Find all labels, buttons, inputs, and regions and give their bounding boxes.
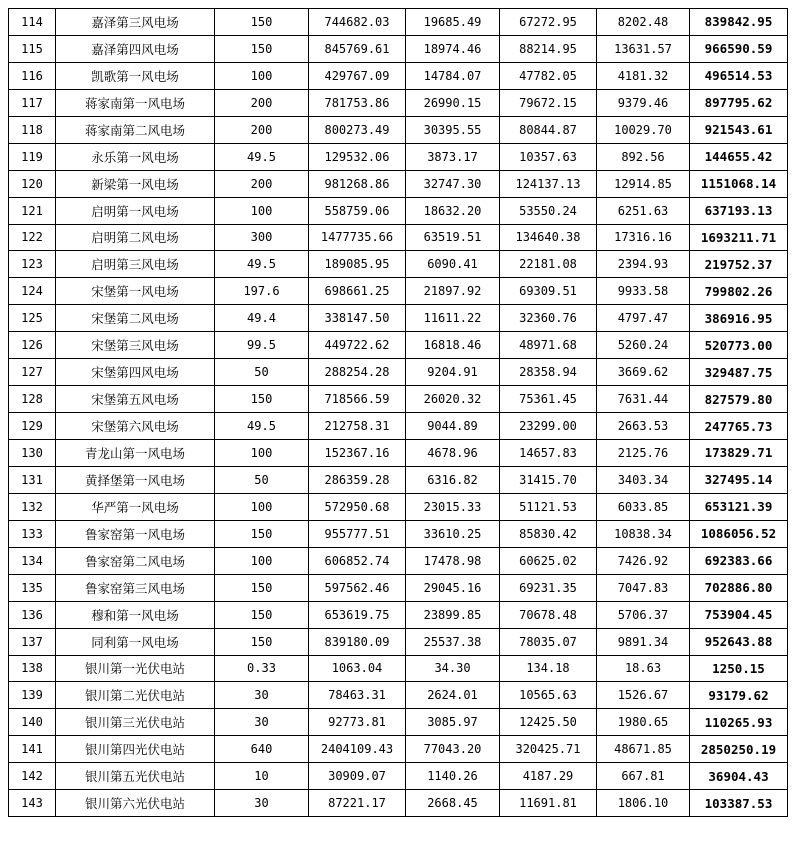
value-col-7: 8202.48 bbox=[597, 9, 690, 36]
station-name: 启明第三风电场 bbox=[56, 251, 215, 278]
row-index: 127 bbox=[9, 359, 56, 386]
total-value: 110265.93 bbox=[690, 709, 788, 736]
value-col-4: 212758.31 bbox=[309, 413, 406, 440]
value-col-7: 892.56 bbox=[597, 143, 690, 170]
total-value: 799802.26 bbox=[690, 278, 788, 305]
capacity: 150 bbox=[215, 601, 309, 628]
value-col-4: 781753.86 bbox=[309, 89, 406, 116]
value-col-4: 87221.17 bbox=[309, 790, 406, 817]
value-col-4: 1063.04 bbox=[309, 655, 406, 682]
value-col-7: 6251.63 bbox=[597, 197, 690, 224]
capacity: 49.5 bbox=[215, 413, 309, 440]
value-col-6: 10357.63 bbox=[500, 143, 597, 170]
value-col-7: 9933.58 bbox=[597, 278, 690, 305]
row-index: 126 bbox=[9, 332, 56, 359]
row-index: 131 bbox=[9, 466, 56, 493]
table-row bbox=[9, 682, 788, 709]
value-col-7: 3669.62 bbox=[597, 359, 690, 386]
value-col-4: 597562.46 bbox=[309, 574, 406, 601]
station-name: 启明第一风电场 bbox=[56, 197, 215, 224]
value-col-6: 22181.08 bbox=[500, 251, 597, 278]
table-row bbox=[9, 170, 788, 197]
value-col-4: 429767.09 bbox=[309, 62, 406, 89]
table-row bbox=[9, 116, 788, 143]
table-row bbox=[9, 89, 788, 116]
row-index: 134 bbox=[9, 547, 56, 574]
table-row bbox=[9, 655, 788, 682]
value-col-5: 2624.01 bbox=[406, 682, 500, 709]
value-col-5: 9044.89 bbox=[406, 413, 500, 440]
value-col-5: 26990.15 bbox=[406, 89, 500, 116]
station-name: 蒋家南第一风电场 bbox=[56, 89, 215, 116]
value-col-5: 11611.22 bbox=[406, 305, 500, 332]
table-row bbox=[9, 143, 788, 170]
value-col-7: 10029.70 bbox=[597, 116, 690, 143]
value-col-6: 11691.81 bbox=[500, 790, 597, 817]
value-col-6: 134640.38 bbox=[500, 224, 597, 251]
value-col-5: 32747.30 bbox=[406, 170, 500, 197]
value-col-7: 7631.44 bbox=[597, 386, 690, 413]
row-index: 130 bbox=[9, 440, 56, 467]
table-row bbox=[9, 332, 788, 359]
value-col-6: 28358.94 bbox=[500, 359, 597, 386]
value-col-4: 338147.50 bbox=[309, 305, 406, 332]
value-col-6: 47782.05 bbox=[500, 62, 597, 89]
capacity: 100 bbox=[215, 197, 309, 224]
station-name: 穆和第一风电场 bbox=[56, 601, 215, 628]
value-col-6: 69231.35 bbox=[500, 574, 597, 601]
value-col-5: 2668.45 bbox=[406, 790, 500, 817]
capacity: 100 bbox=[215, 547, 309, 574]
value-col-5: 23015.33 bbox=[406, 493, 500, 520]
value-col-5: 26020.32 bbox=[406, 386, 500, 413]
value-col-4: 152367.16 bbox=[309, 440, 406, 467]
station-name: 宋堡第二风电场 bbox=[56, 305, 215, 332]
station-name: 银川第五光伏电站 bbox=[56, 763, 215, 790]
row-index: 142 bbox=[9, 763, 56, 790]
station-name: 银川第六光伏电站 bbox=[56, 790, 215, 817]
station-name: 凯歌第一风电场 bbox=[56, 62, 215, 89]
row-index: 136 bbox=[9, 601, 56, 628]
row-index: 122 bbox=[9, 224, 56, 251]
station-name: 宋堡第六风电场 bbox=[56, 413, 215, 440]
value-col-7: 2125.76 bbox=[597, 440, 690, 467]
total-value: 2850250.19 bbox=[690, 736, 788, 763]
value-col-5: 3873.17 bbox=[406, 143, 500, 170]
row-index: 139 bbox=[9, 682, 56, 709]
table-row bbox=[9, 305, 788, 332]
value-col-4: 1477735.66 bbox=[309, 224, 406, 251]
value-col-5: 33610.25 bbox=[406, 520, 500, 547]
value-col-5: 9204.91 bbox=[406, 359, 500, 386]
capacity: 640 bbox=[215, 736, 309, 763]
row-index: 116 bbox=[9, 62, 56, 89]
value-col-6: 60625.02 bbox=[500, 547, 597, 574]
value-col-7: 48671.85 bbox=[597, 736, 690, 763]
value-col-6: 79672.15 bbox=[500, 89, 597, 116]
table-row bbox=[9, 9, 788, 36]
value-col-6: 88214.95 bbox=[500, 35, 597, 62]
table-row bbox=[9, 251, 788, 278]
value-col-7: 7426.92 bbox=[597, 547, 690, 574]
value-col-7: 5260.24 bbox=[597, 332, 690, 359]
value-col-4: 92773.81 bbox=[309, 709, 406, 736]
value-col-4: 449722.62 bbox=[309, 332, 406, 359]
capacity: 30 bbox=[215, 709, 309, 736]
value-col-4: 572950.68 bbox=[309, 493, 406, 520]
row-index: 135 bbox=[9, 574, 56, 601]
value-col-4: 2404109.43 bbox=[309, 736, 406, 763]
table-row bbox=[9, 386, 788, 413]
value-col-5: 29045.16 bbox=[406, 574, 500, 601]
value-col-6: 320425.71 bbox=[500, 736, 597, 763]
row-index: 137 bbox=[9, 628, 56, 655]
value-col-6: 78035.07 bbox=[500, 628, 597, 655]
row-index: 120 bbox=[9, 170, 56, 197]
table-row bbox=[9, 763, 788, 790]
table-row bbox=[9, 440, 788, 467]
total-value: 329487.75 bbox=[690, 359, 788, 386]
value-col-7: 3403.34 bbox=[597, 466, 690, 493]
capacity: 100 bbox=[215, 493, 309, 520]
total-value: 839842.95 bbox=[690, 9, 788, 36]
station-name: 鲁家窑第二风电场 bbox=[56, 547, 215, 574]
total-value: 966590.59 bbox=[690, 35, 788, 62]
row-index: 123 bbox=[9, 251, 56, 278]
table-row bbox=[9, 197, 788, 224]
value-col-4: 558759.06 bbox=[309, 197, 406, 224]
total-value: 173829.71 bbox=[690, 440, 788, 467]
row-index: 117 bbox=[9, 89, 56, 116]
capacity: 150 bbox=[215, 628, 309, 655]
value-col-4: 129532.06 bbox=[309, 143, 406, 170]
row-index: 119 bbox=[9, 143, 56, 170]
value-col-6: 67272.95 bbox=[500, 9, 597, 36]
table-row bbox=[9, 601, 788, 628]
capacity: 200 bbox=[215, 89, 309, 116]
table-row bbox=[9, 359, 788, 386]
total-value: 144655.42 bbox=[690, 143, 788, 170]
value-col-6: 80844.87 bbox=[500, 116, 597, 143]
value-col-4: 288254.28 bbox=[309, 359, 406, 386]
capacity: 150 bbox=[215, 386, 309, 413]
table-row bbox=[9, 628, 788, 655]
row-index: 125 bbox=[9, 305, 56, 332]
table-row bbox=[9, 709, 788, 736]
table-row bbox=[9, 35, 788, 62]
value-col-4: 30909.07 bbox=[309, 763, 406, 790]
total-value: 897795.62 bbox=[690, 89, 788, 116]
total-value: 103387.53 bbox=[690, 790, 788, 817]
value-col-4: 955777.51 bbox=[309, 520, 406, 547]
value-col-6: 134.18 bbox=[500, 655, 597, 682]
value-col-5: 30395.55 bbox=[406, 116, 500, 143]
value-col-5: 4678.96 bbox=[406, 440, 500, 467]
value-col-7: 1980.65 bbox=[597, 709, 690, 736]
table-row bbox=[9, 520, 788, 547]
value-col-7: 5706.37 bbox=[597, 601, 690, 628]
value-col-7: 9891.34 bbox=[597, 628, 690, 655]
value-col-6: 48971.68 bbox=[500, 332, 597, 359]
capacity: 50 bbox=[215, 466, 309, 493]
table-row bbox=[9, 278, 788, 305]
station-name: 银川第三光伏电站 bbox=[56, 709, 215, 736]
capacity: 50 bbox=[215, 359, 309, 386]
value-col-6: 23299.00 bbox=[500, 413, 597, 440]
station-name: 嘉泽第四风电场 bbox=[56, 35, 215, 62]
station-name: 宋堡第三风电场 bbox=[56, 332, 215, 359]
value-col-6: 124137.13 bbox=[500, 170, 597, 197]
value-col-4: 744682.03 bbox=[309, 9, 406, 36]
station-name: 嘉泽第三风电场 bbox=[56, 9, 215, 36]
station-name: 蒋家南第二风电场 bbox=[56, 116, 215, 143]
row-index: 133 bbox=[9, 520, 56, 547]
value-col-7: 10838.34 bbox=[597, 520, 690, 547]
value-col-4: 606852.74 bbox=[309, 547, 406, 574]
station-name: 鲁家窑第一风电场 bbox=[56, 520, 215, 547]
total-value: 386916.95 bbox=[690, 305, 788, 332]
capacity: 150 bbox=[215, 35, 309, 62]
station-name: 宋堡第一风电场 bbox=[56, 278, 215, 305]
station-name: 华严第一风电场 bbox=[56, 493, 215, 520]
value-col-7: 667.81 bbox=[597, 763, 690, 790]
value-col-5: 3085.97 bbox=[406, 709, 500, 736]
value-col-5: 23899.85 bbox=[406, 601, 500, 628]
row-index: 128 bbox=[9, 386, 56, 413]
capacity: 30 bbox=[215, 682, 309, 709]
row-index: 118 bbox=[9, 116, 56, 143]
value-col-7: 4797.47 bbox=[597, 305, 690, 332]
data-table bbox=[8, 8, 788, 817]
value-col-5: 77043.20 bbox=[406, 736, 500, 763]
capacity: 150 bbox=[215, 9, 309, 36]
total-value: 753904.45 bbox=[690, 601, 788, 628]
value-col-5: 17478.98 bbox=[406, 547, 500, 574]
value-col-6: 31415.70 bbox=[500, 466, 597, 493]
value-col-4: 718566.59 bbox=[309, 386, 406, 413]
table-row bbox=[9, 466, 788, 493]
value-col-6: 32360.76 bbox=[500, 305, 597, 332]
value-col-7: 9379.46 bbox=[597, 89, 690, 116]
table-row bbox=[9, 574, 788, 601]
value-col-5: 6090.41 bbox=[406, 251, 500, 278]
station-name: 新梁第一风电场 bbox=[56, 170, 215, 197]
value-col-5: 18974.46 bbox=[406, 35, 500, 62]
station-name: 永乐第一风电场 bbox=[56, 143, 215, 170]
value-col-4: 800273.49 bbox=[309, 116, 406, 143]
value-col-7: 13631.57 bbox=[597, 35, 690, 62]
station-name: 银川第二光伏电站 bbox=[56, 682, 215, 709]
value-col-7: 7047.83 bbox=[597, 574, 690, 601]
station-name: 银川第四光伏电站 bbox=[56, 736, 215, 763]
total-value: 1250.15 bbox=[690, 655, 788, 682]
table-row bbox=[9, 790, 788, 817]
row-index: 121 bbox=[9, 197, 56, 224]
table-row bbox=[9, 62, 788, 89]
value-col-4: 698661.25 bbox=[309, 278, 406, 305]
row-index: 138 bbox=[9, 655, 56, 682]
value-col-7: 4181.32 bbox=[597, 62, 690, 89]
row-index: 115 bbox=[9, 35, 56, 62]
table-row bbox=[9, 493, 788, 520]
value-col-7: 6033.85 bbox=[597, 493, 690, 520]
value-col-6: 14657.83 bbox=[500, 440, 597, 467]
capacity: 150 bbox=[215, 574, 309, 601]
value-col-5: 21897.92 bbox=[406, 278, 500, 305]
row-index: 114 bbox=[9, 9, 56, 36]
value-col-7: 2663.53 bbox=[597, 413, 690, 440]
value-col-5: 19685.49 bbox=[406, 9, 500, 36]
table-row bbox=[9, 736, 788, 763]
value-col-4: 78463.31 bbox=[309, 682, 406, 709]
value-col-4: 189085.95 bbox=[309, 251, 406, 278]
capacity: 0.33 bbox=[215, 655, 309, 682]
value-col-7: 2394.93 bbox=[597, 251, 690, 278]
station-name: 青龙山第一风电场 bbox=[56, 440, 215, 467]
row-index: 129 bbox=[9, 413, 56, 440]
station-name: 黄择堡第一风电场 bbox=[56, 466, 215, 493]
total-value: 952643.88 bbox=[690, 628, 788, 655]
value-col-4: 653619.75 bbox=[309, 601, 406, 628]
value-col-6: 70678.48 bbox=[500, 601, 597, 628]
station-name: 宋堡第四风电场 bbox=[56, 359, 215, 386]
capacity: 200 bbox=[215, 170, 309, 197]
capacity: 30 bbox=[215, 790, 309, 817]
value-col-7: 1806.10 bbox=[597, 790, 690, 817]
total-value: 496514.53 bbox=[690, 62, 788, 89]
value-col-7: 12914.85 bbox=[597, 170, 690, 197]
table-row bbox=[9, 224, 788, 251]
value-col-6: 69309.51 bbox=[500, 278, 597, 305]
value-col-6: 10565.63 bbox=[500, 682, 597, 709]
total-value: 520773.00 bbox=[690, 332, 788, 359]
capacity: 49.5 bbox=[215, 143, 309, 170]
value-col-5: 1140.26 bbox=[406, 763, 500, 790]
value-col-5: 18632.20 bbox=[406, 197, 500, 224]
total-value: 827579.80 bbox=[690, 386, 788, 413]
value-col-5: 25537.38 bbox=[406, 628, 500, 655]
total-value: 921543.61 bbox=[690, 116, 788, 143]
value-col-6: 51121.53 bbox=[500, 493, 597, 520]
value-col-5: 16818.46 bbox=[406, 332, 500, 359]
total-value: 702886.80 bbox=[690, 574, 788, 601]
capacity: 300 bbox=[215, 224, 309, 251]
value-col-6: 75361.45 bbox=[500, 386, 597, 413]
station-name: 银川第一光伏电站 bbox=[56, 655, 215, 682]
value-col-7: 1526.67 bbox=[597, 682, 690, 709]
station-name: 同利第一风电场 bbox=[56, 628, 215, 655]
value-col-4: 839180.09 bbox=[309, 628, 406, 655]
table-row bbox=[9, 547, 788, 574]
value-col-4: 845769.61 bbox=[309, 35, 406, 62]
total-value: 1151068.14 bbox=[690, 170, 788, 197]
value-col-5: 14784.07 bbox=[406, 62, 500, 89]
value-col-6: 53550.24 bbox=[500, 197, 597, 224]
value-col-4: 286359.28 bbox=[309, 466, 406, 493]
row-index: 143 bbox=[9, 790, 56, 817]
value-col-5: 6316.82 bbox=[406, 466, 500, 493]
total-value: 653121.39 bbox=[690, 493, 788, 520]
total-value: 36904.43 bbox=[690, 763, 788, 790]
total-value: 1693211.71 bbox=[690, 224, 788, 251]
capacity: 99.5 bbox=[215, 332, 309, 359]
capacity: 49.4 bbox=[215, 305, 309, 332]
capacity: 10 bbox=[215, 763, 309, 790]
capacity: 197.6 bbox=[215, 278, 309, 305]
capacity: 100 bbox=[215, 62, 309, 89]
value-col-4: 981268.86 bbox=[309, 170, 406, 197]
capacity: 100 bbox=[215, 440, 309, 467]
total-value: 219752.37 bbox=[690, 251, 788, 278]
value-col-5: 34.30 bbox=[406, 655, 500, 682]
station-name: 启明第二风电场 bbox=[56, 224, 215, 251]
table-body bbox=[9, 9, 788, 817]
total-value: 692383.66 bbox=[690, 547, 788, 574]
capacity: 150 bbox=[215, 520, 309, 547]
station-name: 宋堡第五风电场 bbox=[56, 386, 215, 413]
station-name: 鲁家窑第三风电场 bbox=[56, 574, 215, 601]
value-col-7: 17316.16 bbox=[597, 224, 690, 251]
total-value: 247765.73 bbox=[690, 413, 788, 440]
row-index: 124 bbox=[9, 278, 56, 305]
table-row bbox=[9, 413, 788, 440]
capacity: 200 bbox=[215, 116, 309, 143]
value-col-6: 4187.29 bbox=[500, 763, 597, 790]
total-value: 1086056.52 bbox=[690, 520, 788, 547]
value-col-6: 12425.50 bbox=[500, 709, 597, 736]
value-col-7: 18.63 bbox=[597, 655, 690, 682]
total-value: 93179.62 bbox=[690, 682, 788, 709]
capacity: 49.5 bbox=[215, 251, 309, 278]
total-value: 327495.14 bbox=[690, 466, 788, 493]
row-index: 141 bbox=[9, 736, 56, 763]
value-col-5: 63519.51 bbox=[406, 224, 500, 251]
row-index: 132 bbox=[9, 493, 56, 520]
total-value: 637193.13 bbox=[690, 197, 788, 224]
row-index: 140 bbox=[9, 709, 56, 736]
value-col-6: 85830.42 bbox=[500, 520, 597, 547]
